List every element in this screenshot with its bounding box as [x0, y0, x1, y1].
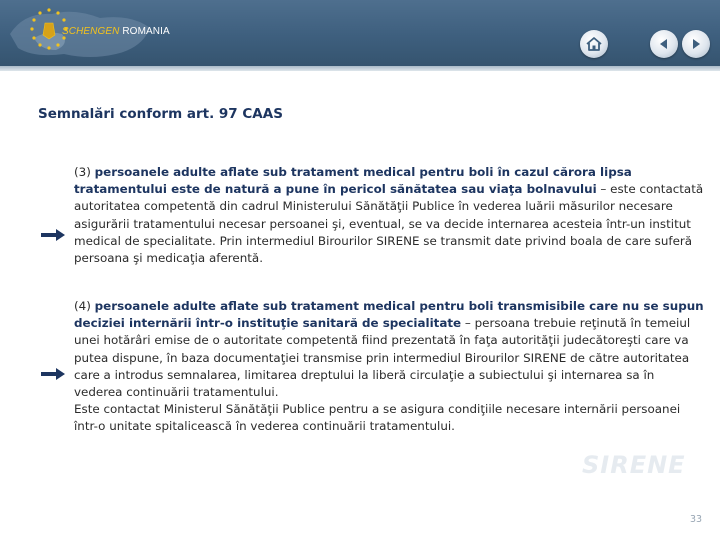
sirene-watermark: SIRENE [582, 451, 686, 479]
paragraph-3 [74, 164, 704, 267]
triangle-left-icon [658, 38, 670, 50]
paragraph-4-body: – persoana trebuie reţinută în temeiul unei hotărâri emise de o autoritate competentă fiind prezentată în faţa autorităţii judecătoreşti care va putea dispune, în baza documentaţiei transmise prin intermediul Birourilor SIRENE de către autoritatea care a introdus semnalarea, limitarea dreptului la liberă circulaţie a subiectului şi internarea sa în vederea continuării tratamentului. [74, 316, 691, 400]
next-button[interactable] [682, 30, 710, 58]
paragraph-3-body: – este contactată autoritatea competentă din cadrul Ministerului Sănătăţii Publice în vederea luării măsurilor necesare asigurării tratamentului necesar persoanei şi, eventual, se va decide internarea acesteia într-un institut medical de specialitate. Prin intermediul Birourilor SIRENE se transmit date privind boala de care suferă persoana şi medicaţia aferentă. [74, 182, 704, 266]
home-icon [585, 36, 603, 52]
paragraph-4 [74, 298, 704, 436]
header-divider [0, 66, 720, 71]
arrow-right-icon [40, 228, 66, 242]
paragraph-3-number: (3) [74, 165, 95, 179]
header-bar [0, 0, 720, 66]
paragraph-3-heading: persoanele adulte aflate sub tratament medical pentru boli în cazul cărora lipsa tratamentului este de natură a pune în pericol sănătatea sau viaţa bolnavului [74, 165, 632, 197]
paragraph-4-heading: persoanele adulte aflate sub tratament medical pentru boli transmisibile care nu se supun deciziei internării într-o instituţie sanitară de specialitate [74, 299, 704, 331]
slide-title: Semnalări conform art. 97 CAAS [38, 106, 283, 122]
home-button[interactable] [580, 30, 608, 58]
triangle-right-icon [690, 38, 702, 50]
logo-romania-text: ROMANIA [119, 26, 170, 37]
page-number: 33 [690, 514, 703, 525]
paragraph-4-number: (4) [74, 299, 95, 313]
previous-button[interactable] [650, 30, 678, 58]
paragraph-4-extra: Este contactat Ministerul Sănătăţii Publice pentru a se asigura condiţiile necesare internării persoanei într-o unitate spitalicească în vederea continuării tratamentului. [74, 402, 681, 434]
logo-schengen-text: SCHENGEN [62, 26, 120, 37]
arrow-right-icon [40, 367, 66, 381]
schengen-romania-logo [62, 26, 170, 37]
